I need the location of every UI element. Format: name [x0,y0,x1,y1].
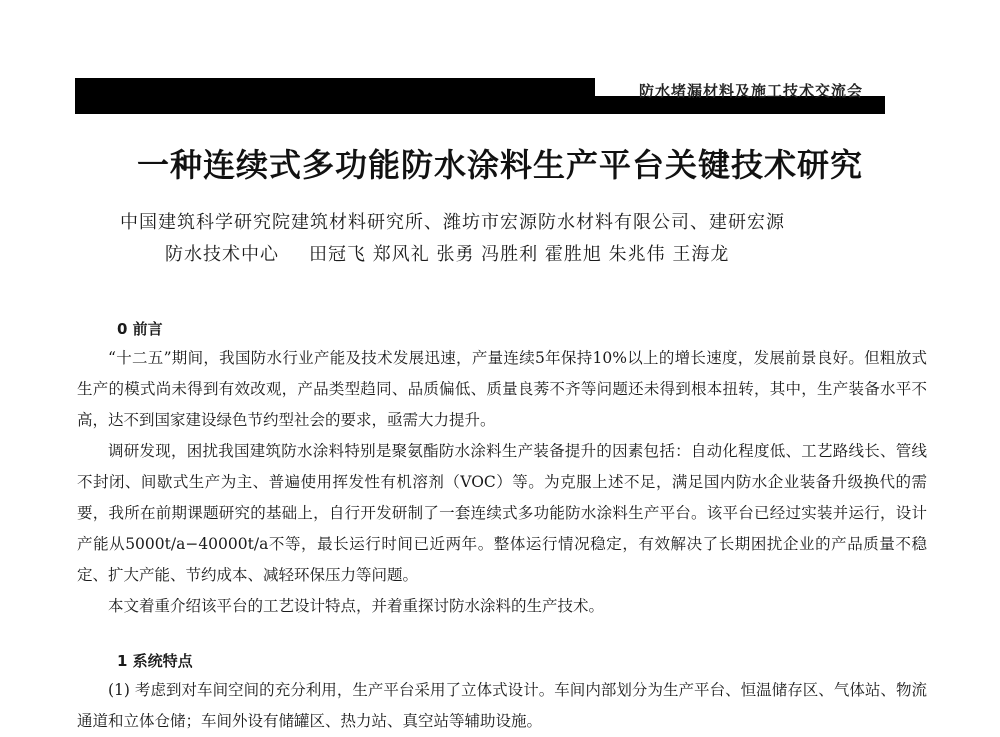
affiliation-line-1: 中国建筑科学研究院建筑材料研究所、潍坊市宏源防水材料有限公司、建研宏源 [120,212,785,233]
running-header [75,78,885,114]
paragraph-system-features-1: (1) 考虑到对车间空间的充分利用，生产平台采用了立体式设计。车间内部划分为生产平台、恒温储存区、气体站、物流通道和立体仓储；车间外设有储罐区、热力站、真空站等辅助设施。 [77,681,927,730]
author-list: 田冠飞 郑风礼 张勇 冯胜利 霍胜旭 朱兆伟 王海龙 [309,244,730,265]
section-heading-preface: 0 前言 [117,320,163,338]
affiliation-line-2 [165,240,729,266]
paragraph-preface-3: 本文着重介绍该平台的工艺设计特点，并着重探讨防水涂料的生产技术。 [108,597,605,615]
affiliation-center: 防水技术中心 [165,244,279,265]
paragraph-preface-2: 调研发现，困扰我国建筑防水涂料特别是聚氨酯防水涂料生产装备提升的因素包括：自动化程度低、工艺路线长、管线不封闭、间歇式生产为主、普遍使用挥发性有机溶剂（VOC）等。为克服上述不足，满足国内防水企业装备升级换代的需要，我所在前期课题研究的基础上，自行开发研制了一套连续式多功能防水涂料生产平台。该平台已经过实装并运行，设计产能从5000t/a−40000t/a不等，最长运行时间已近两年。整体运行情况稳定，有效解决了长期困扰企业的产品质量不稳定、扩大产能、节约成本、减轻环保压力等问题。 [77,442,927,584]
paragraph-preface-1: “十二五”期间，我国防水行业产能及技术发展迅速，产量连续5年保持10%以上的增长速度，发展前景良好。但粗放式生产的模式尚未得到有效改观，产品类型趋同、品质偏低、质量良莠不齐等问题还未得到根本扭转，其中，生产装备水平不高，达不到国家建设绿色节约型社会的要求，亟需大力提升。 [77,349,927,429]
section-heading-system-features: 1 系统特点 [117,652,193,670]
conference-name: 防水堵漏材料及施工技术交流会 [638,82,863,100]
paper-title: 一种连续式多功能防水涂料生产平台关键技术研究 [136,146,863,184]
